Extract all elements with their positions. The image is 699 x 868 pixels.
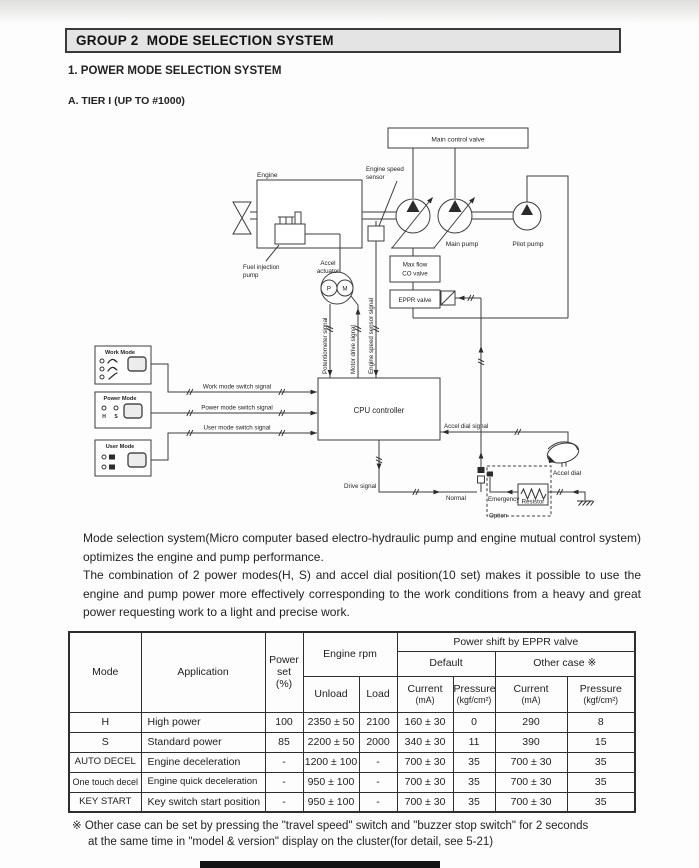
cell-mode: S — [69, 732, 141, 752]
tier-title: A. TIER I (UP TO #1000) — [68, 95, 185, 107]
header-other-current — [495, 676, 567, 712]
main-control-valve-label: Main control valve — [431, 136, 485, 144]
potentiometer-signal-label: Potentiometer signal — [322, 317, 329, 374]
cell-mode: H — [69, 712, 141, 732]
header-power-set — [265, 632, 303, 712]
s-led-label: S — [114, 414, 118, 420]
cell-mode: One touch decel — [69, 772, 141, 792]
cell-unload: 1200 ± 100 — [303, 752, 359, 772]
cell-other-pressure: 35 — [567, 772, 635, 792]
footnote-line-1: ※ Other case can be set by pressing the "travel speed" switch and "buzzer stop switch" for 2 seconds — [72, 820, 589, 832]
engine-speed-signal-label: Engine speed sensor signal — [368, 297, 375, 374]
header-mode: Mode — [69, 632, 141, 712]
header-current-word: Current — [407, 682, 443, 695]
table-row — [69, 712, 635, 732]
header-default-current — [397, 676, 453, 712]
drive-signal-line — [379, 440, 477, 492]
connector-icon — [478, 467, 494, 483]
cell-application: High power — [141, 712, 265, 732]
cell-power-set: - — [265, 772, 303, 792]
cell-application: Engine quick deceleration — [141, 772, 265, 792]
work-mode-title: Work Mode — [104, 350, 136, 356]
mode-spec-table — [68, 631, 636, 813]
header-power-set-l3: (%) — [275, 678, 293, 691]
header-unload: Unload — [303, 676, 359, 712]
accel-dial-signal-label: Accel dial signal — [444, 423, 489, 430]
header-current-unit: (mA) — [415, 695, 435, 705]
cell-def-current: 160 ± 30 — [397, 712, 453, 732]
paragraph-1: Mode selection system(Micro computer based electro-hydraulic pump and engine mutual control system) optimizes the engine and pump performance. — [83, 531, 641, 564]
mcv-lines — [413, 148, 455, 198]
cell-other-pressure: 8 — [567, 712, 635, 732]
motor-drive-signal-label: Motor drive signal — [350, 325, 357, 374]
header-engine-rpm: Engine rpm — [303, 632, 397, 676]
accel-dial-knob — [545, 440, 581, 467]
max-flow-label-1: Max flow — [402, 261, 428, 269]
resistor-label: Resistor — [521, 498, 545, 506]
main-pump-2 — [438, 199, 472, 233]
max-flow-label-2: CO valve — [402, 270, 428, 278]
cell-other-pressure: 35 — [567, 752, 635, 772]
header-current-unit: (mA) — [521, 695, 541, 705]
description-text — [83, 529, 641, 622]
emergency-label: Emergency — [488, 496, 520, 503]
cell-other-current: 700 ± 30 — [495, 772, 567, 792]
cell-def-current: 700 ± 30 — [397, 772, 453, 792]
cell-load: - — [359, 772, 397, 792]
table-row — [69, 732, 635, 752]
cell-def-current: 700 ± 30 — [397, 792, 453, 812]
scan-shadow — [0, 0, 699, 24]
cell-def-current: 340 ± 30 — [397, 732, 453, 752]
fuel-injection-label-1: Fuel injection — [243, 264, 280, 271]
power-mode-button — [124, 404, 142, 418]
fuel-injection-pump-box — [275, 212, 305, 244]
main-pump-label: Main pump — [445, 241, 479, 248]
header-load: Load — [359, 676, 397, 712]
power-mode-title: Power Mode — [103, 396, 137, 402]
cell-mode: KEY START — [69, 792, 141, 812]
cell-power-set: 100 — [265, 712, 303, 732]
header-power-set-l2: set — [276, 666, 291, 679]
cell-other-current: 700 ± 30 — [495, 792, 567, 812]
cell-other-pressure: 15 — [567, 732, 635, 752]
header-default: Default — [397, 651, 495, 676]
cell-unload: 950 ± 100 — [303, 772, 359, 792]
cpu-controller-label: CPU controller — [353, 406, 405, 415]
normal-label: Normal — [446, 495, 466, 502]
cell-def-current: 700 ± 30 — [397, 752, 453, 772]
cell-mode: AUTO DECEL — [69, 752, 141, 772]
engine-speed-sensor-box — [368, 226, 384, 241]
header-pressure-unit: (kgf/cm²) — [583, 695, 619, 705]
header-other-case: Other case ※ — [495, 651, 635, 676]
pilot-pump-label: Pilot pump — [512, 241, 544, 248]
section-title: 1. POWER MODE SELECTION SYSTEM — [68, 65, 282, 77]
table-row — [69, 752, 635, 772]
table-row — [69, 772, 635, 792]
table-row — [69, 792, 635, 812]
pilot-pump — [513, 202, 541, 230]
header-current-word: Current — [513, 682, 549, 695]
accel-actuator — [321, 272, 353, 304]
accel-dial-signal-line — [440, 432, 568, 443]
cell-load: - — [359, 792, 397, 812]
cell-def-pressure: 35 — [453, 752, 495, 772]
max-flow-co-valve-box — [390, 256, 440, 282]
cell-other-current: 390 — [495, 732, 567, 752]
user-signal-label: User mode switch signal — [203, 424, 271, 432]
header-power-set-l1: Power — [269, 653, 299, 666]
engine-label: Engine — [257, 172, 278, 179]
user-mode-panel — [95, 440, 151, 476]
work-mode-button — [128, 357, 146, 371]
memory-icon-1 — [109, 455, 115, 460]
cell-unload: 950 ± 100 — [303, 792, 359, 812]
work-signal-label: Work mode switch signal — [202, 383, 272, 391]
header-default-pressure — [453, 676, 495, 712]
cell-unload: 2350 ± 50 — [303, 712, 359, 732]
engine-speed-sensor-label-2: sensor — [366, 174, 385, 181]
accel-actuator-label-2: actuator — [316, 268, 340, 275]
eppr-valve-label: EPPR valve — [398, 297, 432, 304]
eppr-solenoid-icon — [441, 291, 455, 305]
fan-icon — [233, 202, 251, 234]
cell-application: Standard power — [141, 732, 265, 752]
mode-selection-diagram — [0, 120, 699, 530]
footnote — [72, 818, 638, 850]
accel-dial-label: Accel dial — [552, 470, 582, 477]
work-mode-panel — [95, 346, 151, 384]
header-other-pressure — [567, 676, 635, 712]
h-led-label: H — [102, 414, 106, 420]
cell-def-pressure: 0 — [453, 712, 495, 732]
cell-other-current: 700 ± 30 — [495, 752, 567, 772]
cell-power-set: - — [265, 752, 303, 772]
cell-power-set: - — [265, 792, 303, 812]
cell-def-pressure: 35 — [453, 772, 495, 792]
main-pump-1 — [396, 199, 430, 233]
cell-load: 2000 — [359, 732, 397, 752]
cell-unload: 2200 ± 50 — [303, 732, 359, 752]
cell-power-set: 85 — [265, 732, 303, 752]
cell-def-pressure: 11 — [453, 732, 495, 752]
cell-application: Engine deceleration — [141, 752, 265, 772]
drive-signal-label: Drive signal — [344, 483, 377, 490]
fuel-injection-label-2: pump — [243, 272, 259, 279]
ground-icon — [577, 501, 594, 506]
user-mode-title: User Mode — [105, 444, 135, 450]
cell-other-pressure: 35 — [567, 792, 635, 812]
user-mode-button — [128, 453, 146, 467]
header-pressure-word: Pressure — [579, 682, 622, 695]
option-label: Option — [489, 512, 508, 520]
group-title: GROUP 2 MODE SELECTION SYSTEM — [76, 33, 334, 48]
header-pressure-unit: (kgf/cm²) — [456, 695, 492, 705]
power-signal-label: Power mode switch signal — [201, 404, 273, 412]
engine-speed-sensor-label-1: Engine speed — [366, 166, 404, 173]
footnote-line-2: at the same time in "model & version" display on the cluster(for detail, see 5-21) — [88, 836, 494, 849]
cell-other-current: 290 — [495, 712, 567, 732]
memory-icon-2 — [109, 465, 115, 470]
header-power-shift: Power shift by EPPR valve — [397, 632, 635, 651]
user-signal-line — [151, 433, 317, 460]
cell-application: Key switch start position — [141, 792, 265, 812]
cell-load: - — [359, 752, 397, 772]
power-mode-panel — [95, 392, 151, 428]
paragraph-2: The combination of 2 power modes(H, S) and accel dial position(10 set) makes it possible to use the engine and pump power more effectively corresponding to the work conditions from a heavy and great power requesting work to a light and precise work. — [83, 568, 641, 620]
accel-actuator-label-1: Accel — [320, 260, 336, 267]
potentiometer-letter: P — [326, 285, 332, 293]
header-application: Application — [141, 632, 265, 712]
header-pressure-word: Pressure — [453, 682, 496, 695]
group-title-bar — [65, 28, 621, 53]
next-page-edge-bar — [200, 861, 440, 868]
cell-load: 2100 — [359, 712, 397, 732]
motor-letter: M — [342, 285, 348, 293]
cell-def-pressure: 35 — [453, 792, 495, 812]
engine-box — [257, 180, 362, 248]
